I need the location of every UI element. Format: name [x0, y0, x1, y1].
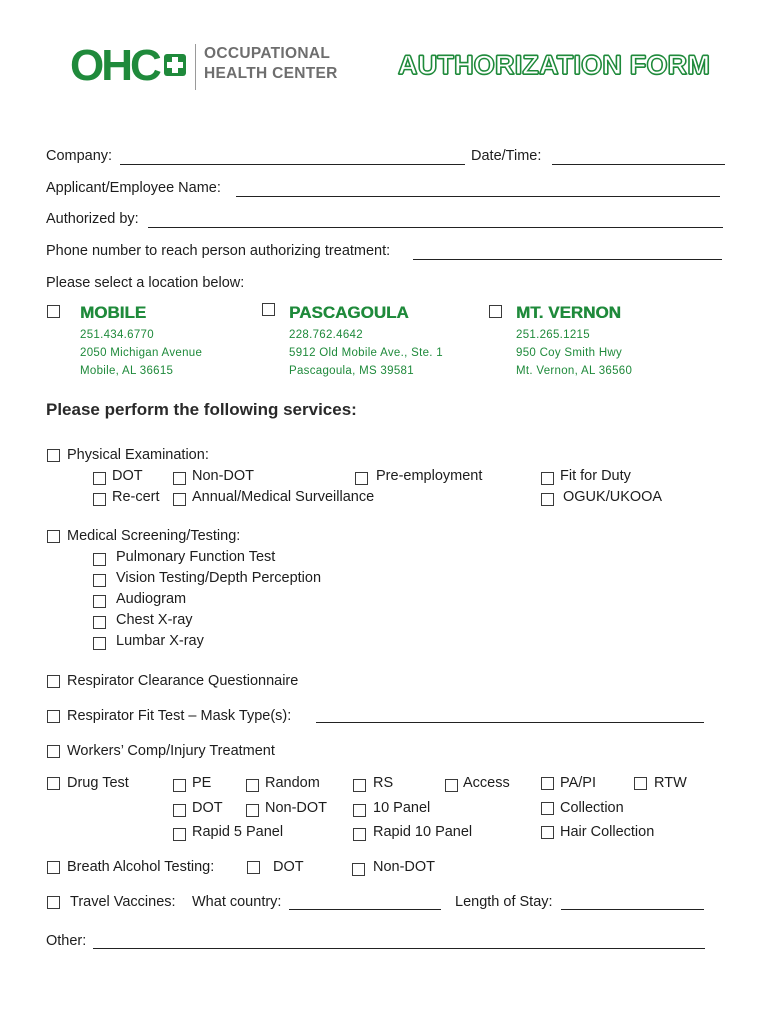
- drug-hair-label: Hair Collection: [560, 824, 655, 840]
- travel-vaccines-checkbox[interactable]: [47, 896, 60, 909]
- authorized-label: Authorized by:: [46, 211, 139, 227]
- physical-exam-checkbox[interactable]: [47, 449, 60, 462]
- drug-rapid10-checkbox[interactable]: [353, 828, 366, 841]
- mask-type-field[interactable]: [316, 722, 704, 723]
- applicant-field[interactable]: [236, 196, 720, 197]
- drug-rapid5-checkbox[interactable]: [173, 828, 186, 841]
- drug-random-label: Random: [265, 775, 320, 791]
- drug-test-label: Drug Test: [67, 775, 129, 791]
- drug-rs-label: RS: [373, 775, 394, 791]
- drug-dot-label: DOT: [192, 800, 223, 816]
- drug-collection-checkbox[interactable]: [541, 802, 554, 815]
- location-pascagoula-checkbox[interactable]: [262, 303, 275, 316]
- drug-hair-checkbox[interactable]: [541, 826, 554, 839]
- location-mtvernon-city: Mt. Vernon, AL 36560: [516, 365, 633, 377]
- drug-nondot-checkbox[interactable]: [246, 804, 259, 817]
- drug-10panel-label: 10 Panel: [373, 800, 431, 816]
- breath-alcohol-label: Breath Alcohol Testing:: [67, 859, 215, 875]
- drug-rtw-label: RTW: [654, 775, 687, 791]
- screening-vision-checkbox[interactable]: [93, 574, 106, 587]
- location-pascagoula-street: 5912 Old Mobile Ave., Ste. 1: [289, 347, 443, 359]
- authorized-field[interactable]: [148, 227, 723, 228]
- drug-pe-label: PE: [192, 775, 212, 791]
- respirator-clearance-checkbox[interactable]: [47, 675, 60, 688]
- screening-checkbox[interactable]: [47, 530, 60, 543]
- physical-nondot-checkbox[interactable]: [173, 472, 186, 485]
- drug-rapid5-label: Rapid 5 Panel: [192, 824, 284, 840]
- screening-pft-checkbox[interactable]: [93, 553, 106, 566]
- logo-word-line2: HEALTH CENTER: [204, 65, 338, 82]
- location-pascagoula-phone: 228.762.4642: [289, 329, 363, 341]
- drug-rapid10-label: Rapid 10 Panel: [373, 824, 473, 840]
- physical-recert-checkbox[interactable]: [93, 493, 106, 506]
- company-field[interactable]: [120, 164, 465, 165]
- screening-audiogram-checkbox[interactable]: [93, 595, 106, 608]
- other-label: Other:: [46, 933, 87, 949]
- ohc-logo-mark: [70, 42, 190, 88]
- respirator-clearance-label: Respirator Clearance Questionnaire: [67, 673, 299, 689]
- screening-pft-label: Pulmonary Function Test: [116, 549, 276, 565]
- location-mobile-name: MOBILE: [80, 303, 147, 322]
- travel-country-field[interactable]: [289, 909, 441, 910]
- phone-label: Phone number to reach person authorizing treatment:: [46, 243, 391, 259]
- location-mobile-checkbox[interactable]: [47, 305, 60, 318]
- screening-lumbar-xray-label: Lumbar X-ray: [116, 633, 204, 649]
- drug-papi-label: PA/PI: [560, 775, 596, 791]
- location-pascagoula-name: PASCAGOULA: [289, 303, 409, 322]
- screening-chest-xray-label: Chest X-ray: [116, 612, 193, 628]
- form-title: AUTHORIZATION FORM: [398, 50, 711, 80]
- applicant-label: Applicant/Employee Name:: [46, 180, 221, 196]
- drug-test-checkbox[interactable]: [47, 777, 60, 790]
- physical-oguk-checkbox[interactable]: [541, 493, 554, 506]
- travel-country-label: What country:: [192, 894, 282, 910]
- travel-stay-field[interactable]: [561, 909, 704, 910]
- physical-fitforduty-checkbox[interactable]: [541, 472, 554, 485]
- drug-dot-checkbox[interactable]: [173, 804, 186, 817]
- screening-vision-label: Vision Testing/Depth Perception: [116, 570, 322, 586]
- drug-access-label: Access: [463, 775, 510, 791]
- breath-dot-checkbox[interactable]: [247, 861, 260, 874]
- physical-annual-checkbox[interactable]: [173, 493, 186, 506]
- drug-rs-checkbox[interactable]: [353, 779, 366, 792]
- logo-word-line1: OCCUPATIONAL: [204, 45, 331, 62]
- physical-preemployment-checkbox[interactable]: [355, 472, 368, 485]
- screening-label: Medical Screening/Testing:: [67, 528, 241, 544]
- travel-vaccines-label: Travel Vaccines:: [70, 894, 176, 910]
- screening-lumbar-xray-checkbox[interactable]: [93, 637, 106, 650]
- screening-audiogram-label: Audiogram: [116, 591, 187, 607]
- location-mobile-street: 2050 Michigan Avenue: [80, 347, 203, 359]
- location-mobile-city: Mobile, AL 36615: [80, 365, 174, 377]
- location-mtvernon-phone: 251.265.1215: [516, 329, 590, 341]
- physical-fitforduty-label: Fit for Duty: [560, 468, 631, 484]
- breath-nondot-checkbox[interactable]: [352, 863, 365, 876]
- workers-comp-label: Workers’ Comp/Injury Treatment: [67, 743, 275, 759]
- drug-random-checkbox[interactable]: [246, 779, 259, 792]
- physical-oguk-label: OGUK/UKOOA: [563, 489, 663, 505]
- drug-access-checkbox[interactable]: [445, 779, 458, 792]
- logo-mark-text: OHC: [70, 42, 159, 88]
- datetime-label: Date/Time:: [471, 148, 542, 164]
- services-heading: Please perform the following services:: [46, 400, 357, 419]
- breath-alcohol-checkbox[interactable]: [47, 861, 60, 874]
- location-mobile-phone: 251.434.6770: [80, 329, 154, 341]
- physical-dot-label: DOT: [112, 468, 143, 484]
- physical-annual-label: Annual/Medical Surveillance: [192, 489, 375, 505]
- drug-papi-checkbox[interactable]: [541, 777, 554, 790]
- travel-stay-label: Length of Stay:: [455, 894, 553, 910]
- physical-nondot-label: Non-DOT: [192, 468, 255, 484]
- screening-chest-xray-checkbox[interactable]: [93, 616, 106, 629]
- drug-rtw-checkbox[interactable]: [634, 777, 647, 790]
- location-mtvernon-street: 950 Coy Smith Hwy: [516, 347, 623, 359]
- physical-recert-label: Re-cert: [112, 489, 160, 505]
- phone-field[interactable]: [413, 259, 722, 260]
- breath-dot-label: DOT: [273, 859, 304, 875]
- drug-pe-checkbox[interactable]: [173, 779, 186, 792]
- location-mtvernon-checkbox[interactable]: [489, 305, 502, 318]
- location-pascagoula-city: Pascagoula, MS 39581: [289, 365, 414, 377]
- drug-collection-label: Collection: [560, 800, 624, 816]
- logo: [70, 40, 340, 92]
- physical-dot-checkbox[interactable]: [93, 472, 106, 485]
- breath-nondot-label: Non-DOT: [373, 859, 436, 875]
- respirator-fit-checkbox[interactable]: [47, 710, 60, 723]
- physical-exam-label: Physical Examination:: [67, 447, 209, 463]
- location-mtvernon-name: MT. VERNON: [516, 303, 621, 322]
- datetime-field[interactable]: [552, 164, 725, 165]
- workers-comp-checkbox[interactable]: [47, 745, 60, 758]
- logo-divider: [195, 44, 196, 90]
- company-label: Company:: [46, 148, 113, 164]
- physical-preemployment-label: Pre-employment: [376, 468, 483, 484]
- drug-10panel-checkbox[interactable]: [353, 804, 366, 817]
- respirator-fit-label: Respirator Fit Test – Mask Type(s):: [67, 708, 292, 724]
- drug-nondot-label: Non-DOT: [265, 800, 328, 816]
- select-location-label: Please select a location below:: [46, 275, 245, 291]
- other-field[interactable]: [93, 948, 705, 949]
